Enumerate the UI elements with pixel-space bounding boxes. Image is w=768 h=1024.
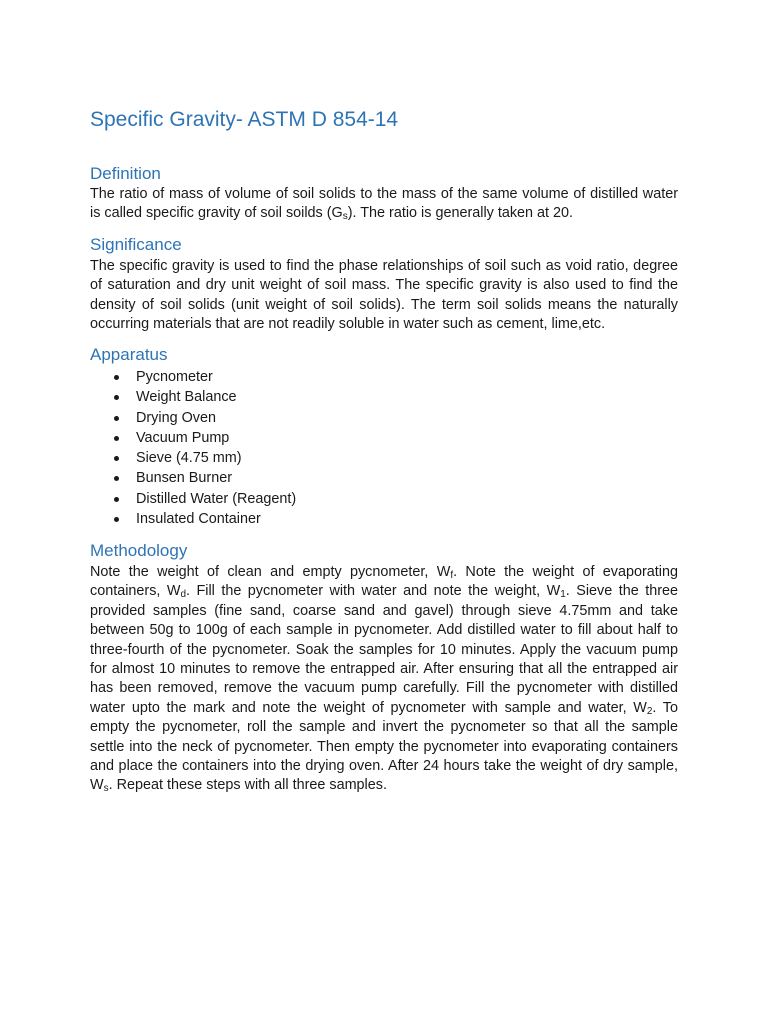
methodology-text-part: Note the weight of clean and empty pycnometer, W [90, 564, 451, 580]
apparatus-item [90, 367, 296, 387]
apparatus-item-label: Bunsen Burner [136, 470, 232, 487]
methodology-subscript: 2 [646, 705, 653, 717]
bullet-icon [114, 375, 119, 380]
methodology-text-part: . To empty the pycnometer, roll the sample and invert the pycnometer so that all the sample settle into the neck of pycnometer. Then empty the pycnometer into evaporating containers and place the containers into the drying oven. After 24 hours take the weight of dry sample, W [90, 699, 678, 794]
apparatus-item [90, 448, 296, 468]
methodology-text-part: . Note the weight of evaporating containers, W [90, 564, 679, 600]
document-title: Specific Gravity- ASTM D 854-14 [90, 108, 399, 131]
methodology-subscript: d [180, 589, 187, 601]
apparatus-item-label: Pycnometer [136, 369, 213, 385]
bullet-icon [114, 476, 119, 481]
definition-text [90, 185, 678, 224]
definition-subscript-s: s [342, 211, 348, 223]
apparatus-item [90, 468, 296, 488]
bullet-icon [114, 517, 119, 522]
methodology-text-part: . Fill the pycnometer with water and note the weight, W [186, 583, 561, 600]
apparatus-heading: Apparatus [90, 345, 168, 364]
bullet-icon [114, 416, 119, 421]
apparatus-item [90, 387, 296, 407]
apparatus-item [90, 509, 296, 529]
methodology-text-part: . Sieve the three provided samples (fine sand, coarse sand and gavel) through sieve 4.75mm and take between 50g to 100g of each sample in pycnometer. Add distilled water to fill about half to three-fourth of the pycnometer. Soak the samples for 10 minutes. Apply the vacuum pump for almost 10 minutes to remove the entrapped air. After ensuring that all the entrapped air has been removed, remove the vacuum pump carefully. Fill the pycnometer with distilled water upto the mark and note the weight of pycnometer with sample and water, W [90, 583, 678, 716]
bullet-icon [114, 436, 119, 441]
apparatus-item-label: Drying Oven [136, 409, 216, 426]
apparatus-item-label: Weight Balance [136, 389, 237, 406]
apparatus-item-label: Distilled Water (Reagent) [136, 490, 297, 507]
methodology-subscript: f [450, 570, 454, 581]
apparatus-list [90, 367, 296, 529]
methodology-subscript: 1 [560, 589, 566, 601]
definition-text-part2: ). The ratio is generally taken at 20. [347, 205, 574, 222]
bullet-icon [114, 395, 119, 400]
apparatus-item-label: Sieve (4.75 mm) [136, 450, 242, 467]
bullet-icon [114, 456, 119, 461]
methodology-text [90, 563, 678, 796]
bullet-icon [114, 497, 119, 502]
apparatus-item-label: Insulated Container [136, 511, 261, 528]
significance-text: The specific gravity is used to find the phase relationships of soil such as void ratio, degree of saturation and dry unit weight of soil mass. The specific gravity is also used to find the density of soil solids (unit weight of soil solids). The term soil solids means the naturally occurring materials that are not readily soluble in water such as cement, lime,etc. [90, 258, 678, 333]
apparatus-item [90, 489, 296, 509]
significance-heading: Significance [90, 235, 182, 254]
methodology-heading: Methodology [90, 541, 188, 560]
definition-heading: Definition [90, 164, 161, 183]
apparatus-item [90, 428, 296, 448]
methodology-text-part: . Repeat these steps with all three samples. [108, 777, 387, 794]
apparatus-item-label: Vacuum Pump [136, 429, 230, 446]
definition-text-part1: The ratio of mass of volume of soil solids to the mass of the same volume of distilled water is called specific gravity of soil soilds (G [90, 186, 678, 222]
methodology-subscript: s [103, 783, 109, 795]
apparatus-item [90, 408, 296, 428]
